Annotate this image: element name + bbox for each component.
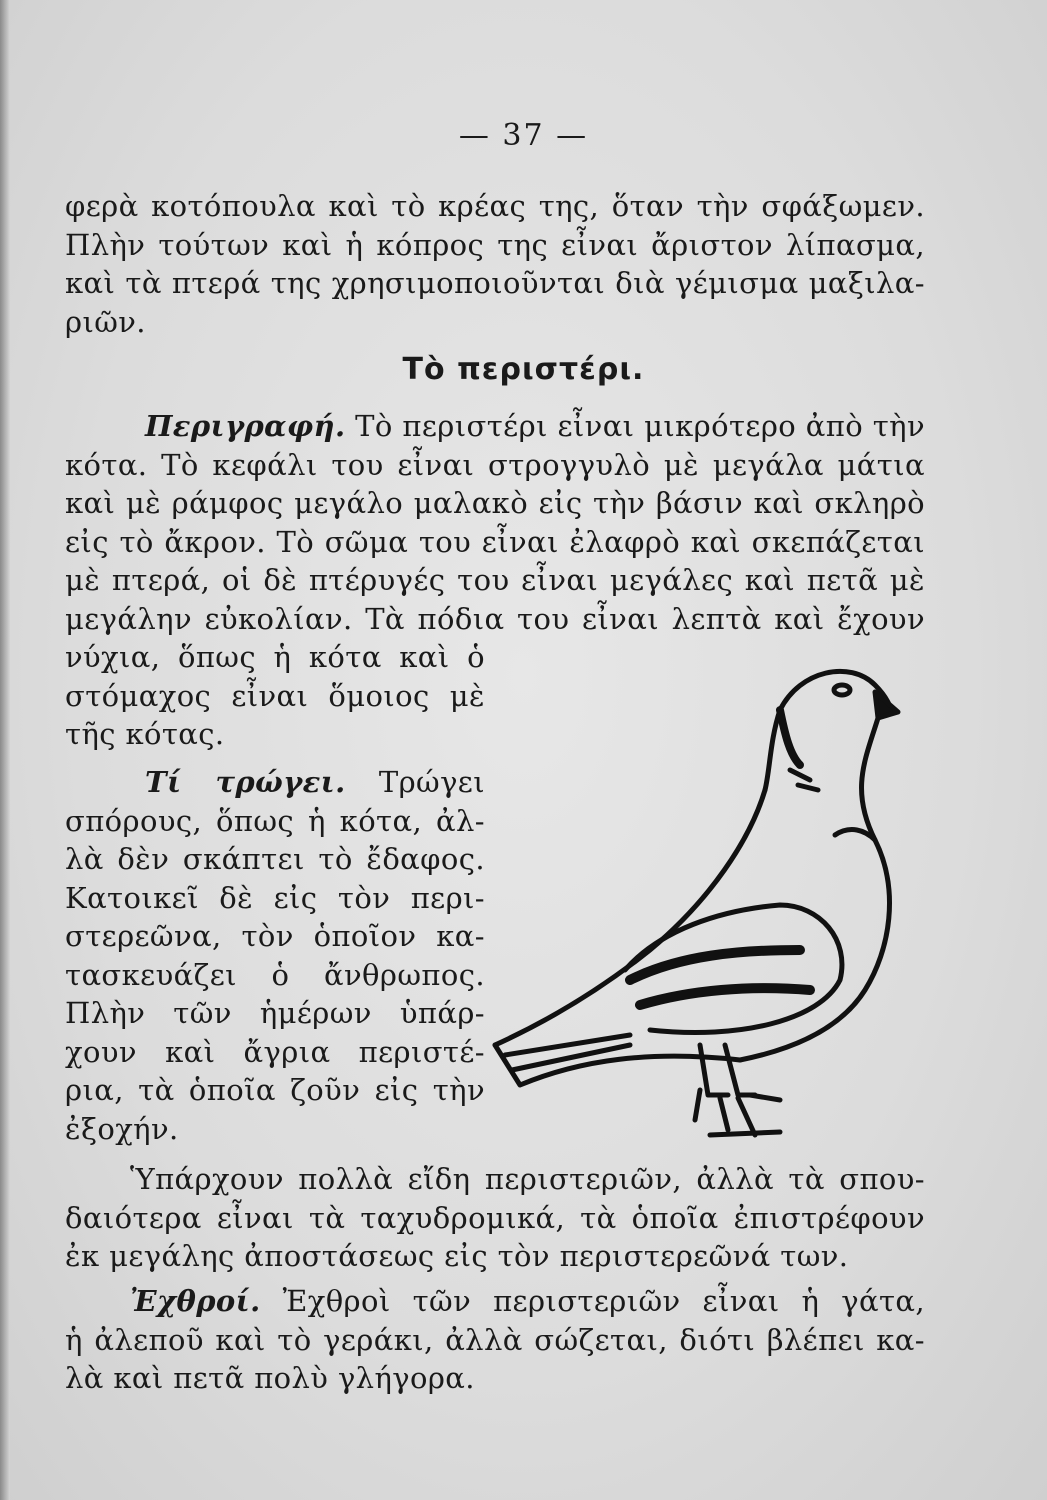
intro-paragraph [65, 187, 925, 341]
text-line: τασκευάζει ὁ ἄνθρωπος. [65, 957, 485, 992]
text-line: μὲ πτερά, οἱ δὲ πτέρυγές του εἶναι μεγάλες καὶ πετᾶ μὲ [65, 563, 925, 597]
food-lead: Τί τρώγει. [145, 765, 346, 799]
text-line: Κατοικεῖ δὲ εἰς τὸν περι- [65, 880, 485, 915]
section-heading: Τὸ περιστέρι. [402, 352, 645, 387]
text-line: ἡ ἀλεποῦ καὶ τὸ γεράκι, ἀλλὰ σώζεται, διότι βλέπει κα- [65, 1322, 925, 1357]
species-paragraph [65, 1160, 925, 1276]
text-line: ριῶν. [65, 304, 146, 339]
pigeon-illustration [480, 650, 930, 1150]
food-first-line: Τρώγει [378, 765, 485, 799]
text-line [65, 763, 485, 802]
text-line [65, 407, 925, 446]
text-line: Ὑπάρχουν πολλὰ εἴδη περιστεριῶν, ἀλλὰ τὰ σπου- [130, 1162, 925, 1196]
text-line: Πλὴν τῶν ἡμέρων ὑπάρ- [65, 996, 485, 1030]
text-line: νύχια, ὅπως ἡ κότα καὶ ὁ [65, 640, 485, 674]
page-number: — 37 — [458, 118, 589, 153]
description-paragraph [65, 407, 925, 638]
text-line: χουν καὶ ἄγρια περιστέ- [65, 1034, 485, 1069]
text-line [65, 1282, 925, 1321]
description-lead: Περιγραφή. [145, 409, 346, 443]
text-line: καὶ τὰ πτερά της χρησιμοποιοῦνται διὰ γέμισμα μαξιλα- [65, 266, 925, 300]
text-line: κότα. Τὸ κεφάλι του εἶναι στρογγυλὸ μὲ μεγάλα μάτια [65, 447, 925, 482]
text-line: φερὰ κοτόπουλα καὶ τὸ κρέας της, ὅταν τὴν σφάξωμεν. [65, 189, 925, 223]
text-line: ἐξοχήν. [65, 1111, 179, 1146]
text-line: τῆς κότας. [65, 717, 225, 751]
text-line: δαιότερα εἶναι τὰ ταχυδρομικά, τὰ ὁποῖα ἐπιστρέφουν [65, 1200, 925, 1235]
text-line: λὰ δὲν σκάπτει τὸ ἔδαφος. [65, 842, 485, 876]
text-line: ἐκ μεγάλης ἀποστάσεως εἰς τὸν περιστερεῶνά των. [65, 1239, 849, 1273]
enemies-first-line: Ἐχθροὶ τῶν περιστεριῶν εἶναι ἡ γάτα, [282, 1284, 925, 1318]
text-line: στόμαχος εἶναι ὅμοιος μὲ [65, 678, 485, 713]
text-line: ρια, τὰ ὁποῖα ζοῦν εἰς τὴν [65, 1073, 485, 1107]
enemies-lead: Ἐχθροί. [130, 1284, 261, 1318]
text-line: μεγάλην εὐκολίαν. Τὰ πόδια του εἶναι λεπτὰ καὶ ἔχουν [65, 601, 925, 636]
description-first-line: Τὸ περιστέρι εἶναι μικρότερο ἀπὸ τὴν [355, 409, 925, 443]
text-line: Πλὴν τούτων καὶ ἡ κόπρος της εἶναι ἄριστον λίπασμα, [65, 227, 925, 262]
description-narrow-column [65, 638, 485, 754]
text-line: καὶ μὲ ράμφος μεγάλο μαλακὸ εἰς τὴν βάσιν καὶ σκληρὸ [65, 486, 925, 520]
text-line: εἰς τὸ ἄκρον. Τὸ σῶμα του εἶναι ἐλαφρὸ καὶ σκεπάζεται [65, 524, 925, 559]
text-line: στερεῶνα, τὸν ὁποῖον κα- [65, 919, 485, 953]
food-paragraph [65, 763, 485, 1148]
page-edge-shadow [0, 0, 10, 1500]
text-line: λὰ καὶ πετᾶ πολὺ γλήγορα. [65, 1361, 475, 1395]
enemies-paragraph [65, 1282, 925, 1398]
text-line: σπόρους, ὅπως ἡ κότα, ἀλ- [65, 803, 485, 838]
